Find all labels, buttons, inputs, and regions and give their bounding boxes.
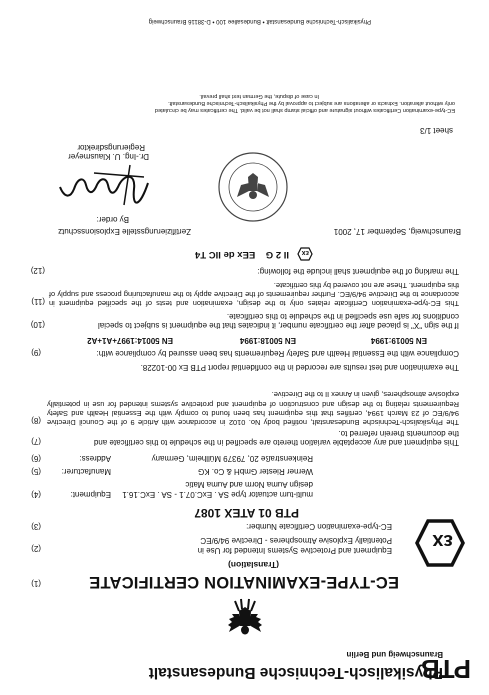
item-number: (2) bbox=[31, 544, 41, 553]
certificate-subtitle: (Translation) bbox=[227, 560, 279, 570]
paragraph-text: This equipment and any acceptable variation thereto are specified in the schedule to this certificate and bbox=[93, 438, 459, 447]
institute-name: Physikalisch-Technische Bundesanstalt bbox=[148, 664, 443, 681]
certificate-title: EC-TYPE-EXAMINATION CERTIFICATE bbox=[89, 573, 399, 591]
svg-text:εx: εx bbox=[301, 249, 309, 256]
ex-hexagon-icon bbox=[415, 519, 465, 567]
standard-en50014: EN 50014:1997+A1+A2 bbox=[87, 336, 173, 345]
certificate-number-label: EC-type-examination Certificate Number: bbox=[246, 522, 392, 531]
item-number: (3) bbox=[31, 522, 41, 531]
directive-line: Equipment and Protective Systems Intended for Use in bbox=[197, 546, 392, 555]
paragraph-text: This EC-type-examination Certificate relates only to the design, examination and tests of the specified equipment in accordance to the Directive 94/9/EC. Further requirements of the Directive apply to the manufacturing process and supply of this equipment. These are not covered by this certificate. bbox=[49, 280, 459, 308]
address-value: Reinkenstraße 20, 79379 Müllheim, Germany bbox=[151, 454, 313, 463]
footer-note: only without alteration. Extracts or alterations are subject to approval by the Physikalisch-Technische Bundesanstalt. bbox=[168, 100, 455, 106]
equipment-marking: II 2 G EEx de IIC T4 bbox=[195, 249, 289, 260]
item-number: (12) bbox=[30, 266, 45, 275]
by-order-label: By order: bbox=[96, 215, 129, 224]
certification-body: Zertifizierungsstelle Explosionsschutz bbox=[58, 227, 191, 236]
ptb-logo: PTB bbox=[422, 654, 471, 684]
svg-text:εx: εx bbox=[432, 530, 453, 552]
directive-line: Potentially Explosive Atmospheres - Directive 94/9/EC bbox=[200, 536, 392, 545]
item-number: (6) bbox=[31, 454, 41, 463]
ex-marking-icon bbox=[297, 247, 313, 261]
item-number: (4) bbox=[31, 490, 41, 499]
federal-eagle-icon bbox=[227, 597, 263, 637]
equipment-value: multi-turn actuator type SA . ExC.07.1 - SA . ExC.16.1 bbox=[122, 490, 313, 499]
item-number: (10) bbox=[30, 320, 45, 329]
paragraph-text: The Physikalisch-Technische Bundesanstalt, notified body No. 0102 in accordance with Article 9 of the Council Directive 94/9/EC of 23 March 1994, certifies that this equipment has been found to comply with the Essential Health and Safety Requirements relating to the design and construction of equipment and protective systems intended for use in potentially explosive atmospheres, given in Annex II to the Directive. bbox=[47, 390, 459, 427]
institute-location: Braunschweig und Berlin bbox=[346, 650, 443, 659]
item-number: (8) bbox=[31, 416, 41, 425]
signer-title: Regierungsdirektor bbox=[77, 143, 145, 152]
footer-note: In case of dispute, the German text shall prevail. bbox=[199, 93, 319, 99]
official-seal bbox=[217, 151, 289, 223]
manufacturer-label: Manufacturer: bbox=[61, 467, 111, 476]
equipment-value: design Auma Norm and Auma Matic bbox=[185, 480, 313, 489]
paragraph-text: conditions for safe use specified in the schedule to this certificate. bbox=[226, 312, 459, 321]
footer-address: Physikalisch-Technische Bundesanstalt • Bundesallee 100 • D-38116 Braunschweig bbox=[148, 18, 371, 24]
item-number: (1) bbox=[31, 579, 41, 588]
handwritten-signature bbox=[54, 161, 154, 217]
standard-en50018: EN 50018:1994 bbox=[239, 336, 296, 345]
footer-note: EC-type-examination Certificates without signature and official stamp shall not be valid. The certificates may be circulated bbox=[154, 107, 455, 113]
certificate-number: PTB 01 ATEX 1087 bbox=[194, 506, 299, 520]
manufacturer-value: Werner Riester GmbH & Co. KG bbox=[198, 467, 313, 476]
standard-en50019: EN 50019:1994 bbox=[370, 336, 427, 345]
paragraph-text: Compliance with the Essential Health and Safety Requirements has been assured by compliance with: bbox=[96, 349, 459, 358]
item-number: (11) bbox=[31, 297, 45, 306]
paragraph-text: The marking of the equipment shall include the following: bbox=[257, 267, 459, 276]
paragraph-text: If the sign "X" is placed after the certificate number, it indicates that the equipment is subject to special bbox=[98, 321, 459, 330]
equipment-label: Equipment: bbox=[70, 490, 111, 499]
item-number: (5) bbox=[31, 467, 41, 476]
address-label: Address: bbox=[79, 454, 111, 463]
sheet-number: sheet 1/3 bbox=[420, 126, 453, 135]
item-number: (7) bbox=[31, 437, 41, 446]
paragraph-text: the documents therein referred to. bbox=[338, 429, 459, 438]
test-report-line: The examination and test results are recorded in the confidential report PTB Ex 00-10228. bbox=[140, 363, 459, 372]
place-date: Braunschweig, September 17, 2001 bbox=[333, 227, 461, 236]
signer-name: Dr.-Ing. U. Klausmeyer bbox=[68, 152, 149, 161]
item-number: (9) bbox=[31, 348, 41, 357]
